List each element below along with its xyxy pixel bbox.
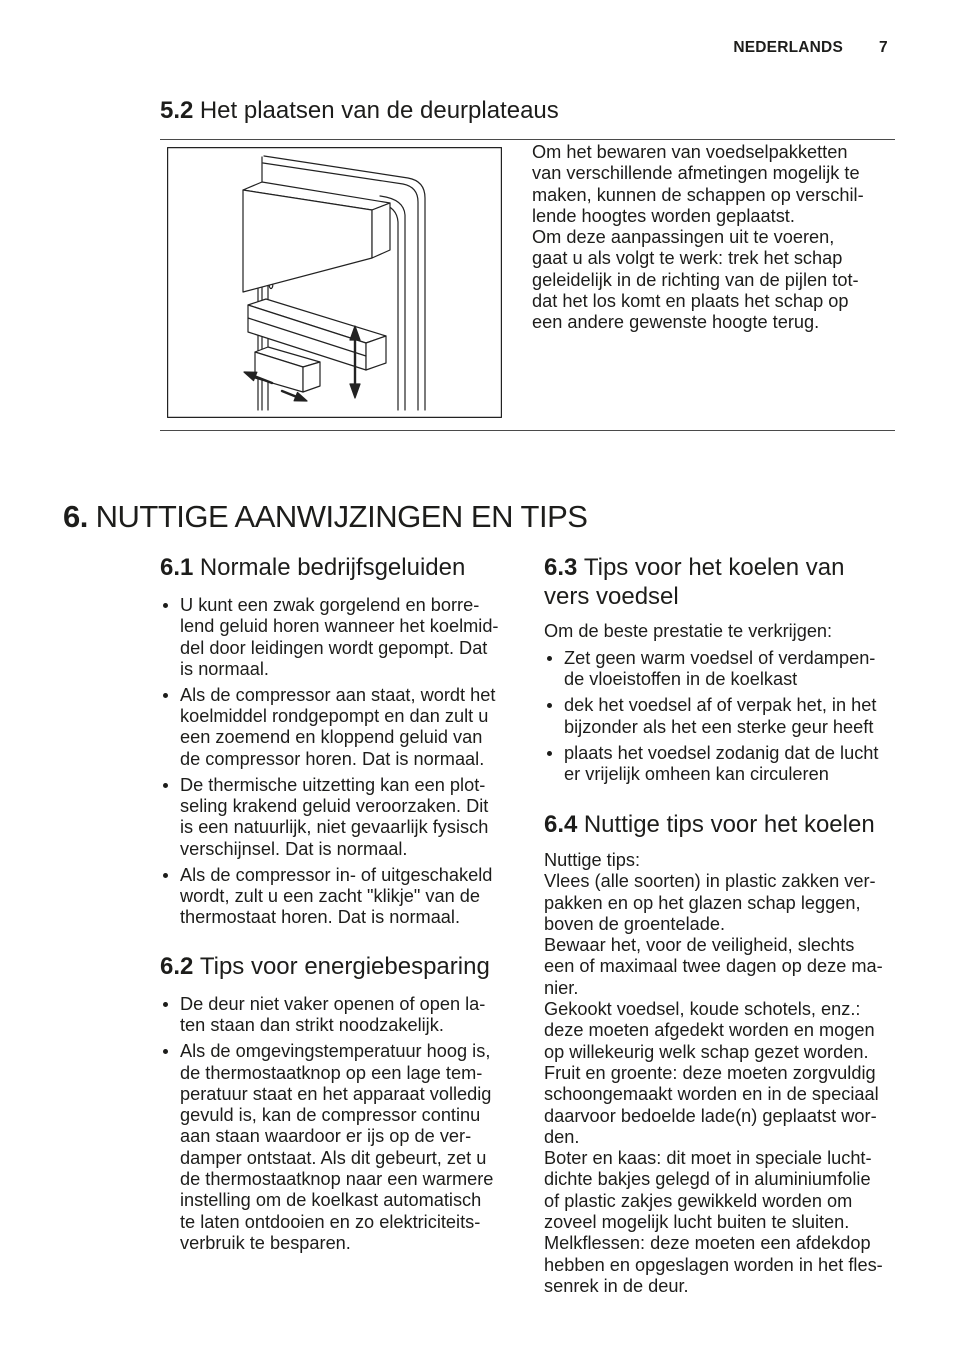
text-line: dichte bakjes gelegd of in aluminiumfolie xyxy=(544,1169,871,1190)
arrow-down-head xyxy=(350,384,360,398)
text-line: daarvoor bedoelde lade(n) geplaatst wor- xyxy=(544,1105,877,1126)
text-line: Fruit en groente: deze moeten zorgvuldig xyxy=(544,1062,876,1083)
text-line: senrek in de deur. xyxy=(544,1275,689,1296)
text-line: de thermostaatknop naar een warmere xyxy=(180,1169,494,1190)
figure-frame xyxy=(168,148,502,418)
text-line: is een natuurlijk, niet gevaarlijk fysisch xyxy=(180,817,489,838)
text-line: dek het voedsel af of verpak het, in het xyxy=(564,695,877,716)
text-line: gaat u als volgt te werk: trek het schap xyxy=(532,248,843,269)
text-line: U kunt een zwak gorgelend en borre- xyxy=(180,595,480,615)
text-line: of plastic zakjes gewikkeld worden om xyxy=(544,1190,853,1211)
section-number: 6.3 xyxy=(544,554,578,581)
heading-line xyxy=(544,553,844,582)
text-line: maken, kunnen de schappen op verschil- xyxy=(532,184,864,205)
text-line: van verschillende afmetingen mogelijk te xyxy=(532,163,860,184)
text-line: boven de groentelade. xyxy=(544,913,726,934)
text-line: Als de omgevingstemperatuur hoog is, xyxy=(180,1041,491,1062)
bullet-marker xyxy=(547,703,552,708)
door-shelf-illustration-icon xyxy=(167,147,502,418)
text-line: seling krakend geluid veroorzaken. Dit xyxy=(180,796,489,817)
list-item xyxy=(160,595,499,680)
text-line: bijzonder als het een sterke geur heeft xyxy=(564,716,874,737)
section-title: Tips voor het koelen van xyxy=(583,554,845,581)
text-line: lende hoogtes worden geplaatst. xyxy=(532,205,795,226)
section-number: 6.4 xyxy=(544,811,578,838)
section-intro xyxy=(544,621,832,642)
text-line: een andere gewenste hoogte terug. xyxy=(532,312,820,333)
text-line: verschijnsel. Dat is normaal. xyxy=(180,838,408,859)
text-line: geleidelijk in de richting van de pijlen tot- xyxy=(532,269,859,290)
cooling-tips-paragraph xyxy=(544,850,883,1297)
bullet-marker xyxy=(163,1049,168,1054)
language-label: NEDERLANDS xyxy=(733,39,843,56)
text-line: Om het bewaren van voedselpakketten xyxy=(532,142,848,162)
text-line: Zet geen warm voedsel of verdampen- xyxy=(564,648,876,668)
section-title: Normale bedrijfsgeluiden xyxy=(199,554,466,581)
bullet-marker xyxy=(163,603,168,608)
bullet-marker xyxy=(163,873,168,878)
text-line: is normaal. xyxy=(180,658,269,679)
text-line: Om deze aanpassingen uit te voeren, xyxy=(532,227,835,248)
text-line: thermostaat horen. Dat is normaal. xyxy=(180,907,461,928)
chapter-heading xyxy=(63,498,587,536)
section-number: 6.1 xyxy=(160,554,194,581)
text-line: instelling om de koelkast automatisch xyxy=(180,1190,482,1211)
section-bottom-rule xyxy=(160,430,895,431)
text-line: pakken en op het glazen schap leggen, xyxy=(544,892,861,913)
slide-in-arrow-shaft xyxy=(282,391,296,397)
chapter-number: 6. xyxy=(63,499,88,534)
text-line: lend geluid horen wanneer het koelmid- xyxy=(180,616,499,637)
list-item xyxy=(160,685,499,770)
text-line: verbruik te besparen. xyxy=(180,1232,351,1253)
bullet-marker xyxy=(163,783,168,788)
list-item xyxy=(544,695,878,738)
list-item xyxy=(160,1041,493,1254)
text-line: Vlees (alle soorten) in plastic zakken ver- xyxy=(544,871,876,892)
text-line: De deur niet vaker openen of open la- xyxy=(180,994,486,1014)
list-item xyxy=(160,865,499,929)
text-line: Boter en kaas: dit moet in speciale lucht- xyxy=(544,1148,872,1169)
text-line: koelmiddel rondgepompt en dan zult u xyxy=(180,706,489,727)
upper-door-shelf xyxy=(243,182,390,292)
list-item xyxy=(160,994,493,1037)
list-item xyxy=(544,648,878,691)
list-item xyxy=(544,743,878,786)
section-heading-6-3 xyxy=(544,553,844,611)
bullet-marker xyxy=(163,1002,168,1007)
text-line: een of maximaal twee dagen op deze ma- xyxy=(544,956,883,977)
text-line: de thermostaatknop op een lage tem- xyxy=(180,1062,483,1083)
section-title: Het plaatsen van de deurplateaus xyxy=(199,97,559,124)
bullet-marker xyxy=(547,656,552,661)
text-line: den. xyxy=(544,1126,580,1147)
door-bin xyxy=(255,347,320,392)
chapter-title: NUTTIGE AANWIJZINGEN EN TIPS xyxy=(95,499,588,534)
section-number: 5.2 xyxy=(160,97,194,124)
text-line: de compressor horen. Dat is normaal. xyxy=(180,748,485,769)
bullet-list-operating-sounds xyxy=(160,595,499,933)
text-line: ten staan dan strikt noodzakelijk. xyxy=(180,1015,444,1036)
bullet-list-energy-saving xyxy=(160,994,493,1259)
text-line: te laten ontdooien en zo elektriciteits- xyxy=(180,1211,481,1232)
shelf-instruction-paragraph xyxy=(532,142,864,334)
text-line: wordt, zult u een zacht "klikje" van de xyxy=(180,885,481,906)
section-heading-6-4 xyxy=(544,810,875,839)
upper-shelf-side-face xyxy=(372,203,390,258)
text-line: De thermische uitzetting kan een plot- xyxy=(180,774,486,795)
text-line: damper ontstaat. Als dit gebeurt, zet u xyxy=(180,1147,487,1168)
bullet-marker xyxy=(163,693,168,698)
door-shelf-figure xyxy=(167,147,502,418)
page-number: 7 xyxy=(879,39,888,56)
section-heading-6-2 xyxy=(160,952,490,981)
text-line: de vloeistoffen in de koelkast xyxy=(564,669,798,690)
section-number: 6.2 xyxy=(160,953,194,980)
text-line: schoongemaakt worden en in de speciaal xyxy=(544,1084,879,1105)
text-line: Melkflessen: deze moeten een afdekdop xyxy=(544,1233,871,1254)
text-line: gevuld is, kan de compressor continu xyxy=(180,1105,481,1126)
section-top-rule xyxy=(160,139,895,140)
text-line: er vrijelijk omheen kan circuleren xyxy=(564,763,829,784)
text-line: Om de beste prestatie te verkrijgen: xyxy=(544,621,833,641)
text-line: Als de compressor in- of uitgeschakeld xyxy=(180,864,493,885)
text-line: nier. xyxy=(544,977,579,998)
text-line: een zoemend en kloppend geluid van xyxy=(180,727,483,748)
text-line: aan staan waardoor er ijs op de ver- xyxy=(180,1126,472,1147)
text-line: del door leidingen wordt gepompt. Dat xyxy=(180,637,488,658)
text-line: dat het los komt en plaats het schap op xyxy=(532,291,849,312)
slide-out-arrow-head xyxy=(244,372,257,381)
text-line: peratuur staat en het apparaat volledig xyxy=(180,1083,492,1104)
text-line: Als de compressor aan staat, wordt het xyxy=(180,684,496,705)
text-line: Gekookt voedsel, koude schotels, enz.: xyxy=(544,999,861,1020)
text-line: Bewaar het, voor de veiligheid, slechts xyxy=(544,935,855,956)
slide-in-arrow-head xyxy=(294,392,307,401)
section-heading-6-1 xyxy=(160,553,465,582)
text-line: op willekeurig welk schap gezet worden. xyxy=(544,1041,869,1062)
section-heading-5-2 xyxy=(160,96,559,125)
text-line: zoveel mogelijk lucht buiten te sluiten. xyxy=(544,1212,850,1233)
bullet-marker xyxy=(547,751,552,756)
text-line: plaats het voedsel zodanig dat de lucht xyxy=(564,742,879,763)
text-line: hebben en opgeslagen worden in het fles- xyxy=(544,1254,883,1275)
list-item xyxy=(160,775,499,860)
section-title: Tips voor energiebesparing xyxy=(199,953,490,980)
bin-side-face xyxy=(303,362,320,392)
bullet-list-fresh-food xyxy=(544,648,878,790)
section-title: Nuttige tips voor het koelen xyxy=(583,811,875,838)
text-line: Nuttige tips: xyxy=(544,850,641,870)
text-line: deze moeten afgedekt worden en mogen xyxy=(544,1020,875,1041)
heading-line: vers voedsel xyxy=(544,583,679,610)
